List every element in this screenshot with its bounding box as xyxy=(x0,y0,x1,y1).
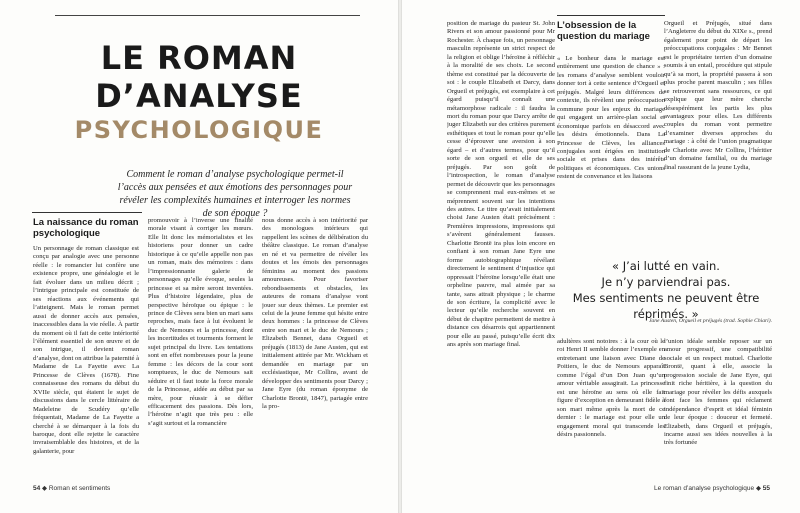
right-section-heading: L’obsession de la question du mariage xyxy=(557,20,650,42)
pull-quote xyxy=(560,258,772,322)
right-column-2 xyxy=(557,55,665,245)
left-page xyxy=(0,0,398,513)
left-column-3 xyxy=(262,217,368,482)
right-column-2-lower xyxy=(557,338,665,482)
right-folio-separator: ◆ xyxy=(755,485,763,492)
right-page xyxy=(402,0,800,513)
right-column-3-text: Orgueil et Préjugés, situé dans l’Angleterre du début du XIXe s., prend également pour point de départ les préoccupations conjugales : Mr Bennet est le propriétaire terrien d’un domaine soumis à un entail, procédure qui stipule qu’à sa mort, la propriété passera à son plus proche parent masculin ; ses filles se retrouveront sans ressources, ce qui explique que leur mère cherche désespérément les partis les plus avantageux pour elles. Les différents couples du roman vont permettre d’examiner diverses approches du mariage : à côté de l’union pragmatique de Charlotte avec Mr Collins, l’héritier d’un domaine familial, ou du mariage final rassurant de la jeune Lydia, xyxy=(664,20,772,171)
left-column-2 xyxy=(148,217,253,482)
pull-quote-line-1: « J’ai lutté en vain. xyxy=(612,259,720,273)
right-column-2-lower-text: adultères sont notoires : à la cour où le roi Henri II semble donner l’exemple en entretenant une liaison avec Diane de Poitiers, le duc de Nemours apparaît comme l’égal d’un Don Juan qu’un amour véritable assagirait. La princesse est une héroïne au sens où elle fait figure d’exception en demeurant fidèle à son mari même après la mort de ce dernier : le mariage est pour elle un engagement moral qui transcende les désirs passionnels. xyxy=(557,338,665,438)
section-rule xyxy=(32,212,142,213)
left-folio-separator: ◆ xyxy=(42,485,49,492)
right-column-1 xyxy=(447,20,555,470)
right-column-3-lower xyxy=(664,338,772,482)
right-column-1-text: position de mariage du pasteur St. John Rivers et son amour passionné pour Mr Rochester. À chaque fois, un personnage masculin représente un strict respect de la religion et oblige l’héroïne à réfléchir à la moralité de ses choix. Le second thème est constitué par la découverte de soi : le couple Elizabeth et Darcy, dans Orgueil et préjugés, est exemplaire à cet égard puisqu’il connaît une métamorphose radicale : il faudra la mort du roman pour que Darcy arrête de juger Elizabeth sur des critères purement esthétiques et tout le roman pour qu’elle cesse d’éprouver une aversion à son égard – et d’autres termes, pour qu’il sorte de son orgueil et elle de ses préjugés. Par son goût de l’introspection, le roman d’analyse permet de découvrir que les personnages se comprennent mal eux-mêmes et se méprennent souvent sur les intentions des autres. Le titre qu’avait initialement choisi Jane Austen était précisément : Premières impressions, impressions qui s’avèrent généralement fausses. Charlotte Brontë ira plus loin encore en confiant à son roman Jane Eyre une forme autobiographique révélant directement le sentiment d’injustice qui oppressait l’héroïne lorsqu’elle était une orpheline pauvre, mal aimée par sa tante, sans attrait physique ; le charme de son écriture, la complicité avec le lecteur qu’elle recherche souvent en début de chapitre permettent de mettre à distance ces désarrois qui appartiennent pour elle au passé, puisqu’elle écrit dix ans après son mariage final. xyxy=(447,20,555,349)
left-page-number: 54 xyxy=(33,485,41,492)
pull-quote-line-3: Mes sentiments ne peuvent être réprimés. » xyxy=(572,291,760,321)
left-folio xyxy=(33,484,110,492)
left-column-1-text: Un personnage de roman classique est conçu par analogie avec une personne réelle : le romancier lui confère une existence propre, une généalogie et le fait évoluer dans un milieu décrit ; l’intrigue principale est constituée de ses réactions aux événements qui l’atteignent. Mais le roman permet aussi de donner accès aux pensées, inaccessibles dans la vie réelle. À partir du moment où il fait de cette intériorité l’élément essentiel de son œuvre et de son intrigue, il devient roman d’analyse, dont on attribue la paternité à Madame de La Fayette avec La Princesse de Clèves (1678). Fine connaisseuse des romans du début du XVIIe siècle, qui étaient le sujet de discussions dans le cercle littéraire de Madeleine de Scudéry qu’elle fréquentait, Madame de La Fayette a cherché à se démarquer à la fois du baroque, dont elle rejette le caractère invraisemblable des histoires, et de la galanterie, pour xyxy=(33,245,139,455)
right-column-3-lower-text: l’union idéale semble reposer sur un amour progressif, une compatibilité sociale et un respect mutuel. Charlotte Brontë, quant à elle, associe la progression sociale de Jane Eyre, qui finit riche héritière, à la question du mariage pour révéler les défis auxquels font face les femmes qui réclament indépendance d’esprit et idéal féminin de leur époque : douceur et fermeté. Elizabeth, dans Orgueil et préjugés, incarne aussi ses idées nouvelles à la très fortunée xyxy=(664,338,772,447)
right-folio-label: Le roman d’analyse psychologique xyxy=(654,485,755,492)
title-line-2: D’ANALYSE xyxy=(95,77,303,115)
left-column-3-text: nous donne accès à son intériorité par des monologues intérieurs qui rappellent les scènes de délibération du théâtre classique. Le roman d’analyse en né et va permettre de révéler les doutes et les émois des personnages féminins au moment des passions amoureuses. Pour favoriser rebondissements et obstacles, les auteures de romans d’analyse vont jouer sur deux thèmes. Le premier est celui de la jeune femme qui hésite entre deux hommes : la princesse de Clèves entre son mari et le duc de Nemours ; Elizabeth Bennet, dans Orgueil et préjugés (1813) de Jane Austen, qui est initialement attirée par Mr. Wickham et demandée en mariage par un ecclésiastique, Mr Collins, avant de développer des sentiments pour Darcy ; Jane Eyre (du roman éponyme de Charlotte Brontë, 1847), partagée entre la pro- xyxy=(262,217,368,410)
section-heading: La naissance du roman psychologique xyxy=(33,217,139,239)
left-folio-label: Roman et sentiments xyxy=(48,485,111,492)
right-page-number: 55 xyxy=(762,485,770,492)
pull-quote-line-2: Je n’y parviendrai pas. xyxy=(601,275,731,289)
right-section-rule xyxy=(557,15,665,16)
article-deck: Comment le roman d’analyse psychologique permet-il l’accès aux pensées et aux émotions des personnages pour révéler les complexités humaines et interroger les normes de son époque ? xyxy=(117,169,353,219)
left-column-1 xyxy=(33,245,139,482)
pull-quote-source: Jane Austen, Orgueil et préjugés (trad. Sophie Chiari). xyxy=(648,318,772,324)
left-column-2-text: promouvoir à l’inverse une finalité morale visant à corriger les mœurs. Elle lit donc les mémorialistes et les historiens pour donner un cadre historique à ce qu’elle appelle non pas un roman, mais des mémoires : dans l’impressionnante galerie de personnages qu’elle évoque, seules la princesse et sa mère seront inventées. Plus d’histoire légendaire, plus de perspective héroïque ou épique : le prince de Clèves sera bien un mari sans reproches, mais face à lui évoluent le duc de Nemours et la princesse, dont les incertitudes et tourments forment le sujet principal du livre. Les tentations sont en effet nombreuses pour la jeune femme : les décors de la cour sont somptueux, le duc de Nemours sait séduire et il faut toute la force morale de la Princesse, aidée au début par sa mère, pour réussir à se défier efficacement des passions. Dès lors, l’héroïne n’agit que très peu : elle s’agit surtout et la romancière xyxy=(148,217,253,427)
title-line-1: LE ROMAN xyxy=(100,39,298,77)
right-column-2-text: « Le bonheur dans le mariage est entièrement une question de chance » : les romans d’analyse semblent vouloir donner tort à cette sentence d’Orgueil et préjugés. Malgré leurs différences de contexte, ils révèlent une préoccupation commune pour les enjeux du mariage qui engagent un arrière-plan social et économique parfois en désaccord avec les désirs émotionnels. Dans La Princesse de Clèves, les alliances conjugales sont érigées en institution sociale et prises dans des intérêts politiques et économiques. Ces unions restent de convenance et les liaisons xyxy=(557,55,665,181)
title-line-3: PSYCHOLOGIQUE xyxy=(74,116,324,144)
top-rule xyxy=(55,15,360,16)
right-folio xyxy=(654,484,770,492)
right-column-3 xyxy=(664,20,772,245)
